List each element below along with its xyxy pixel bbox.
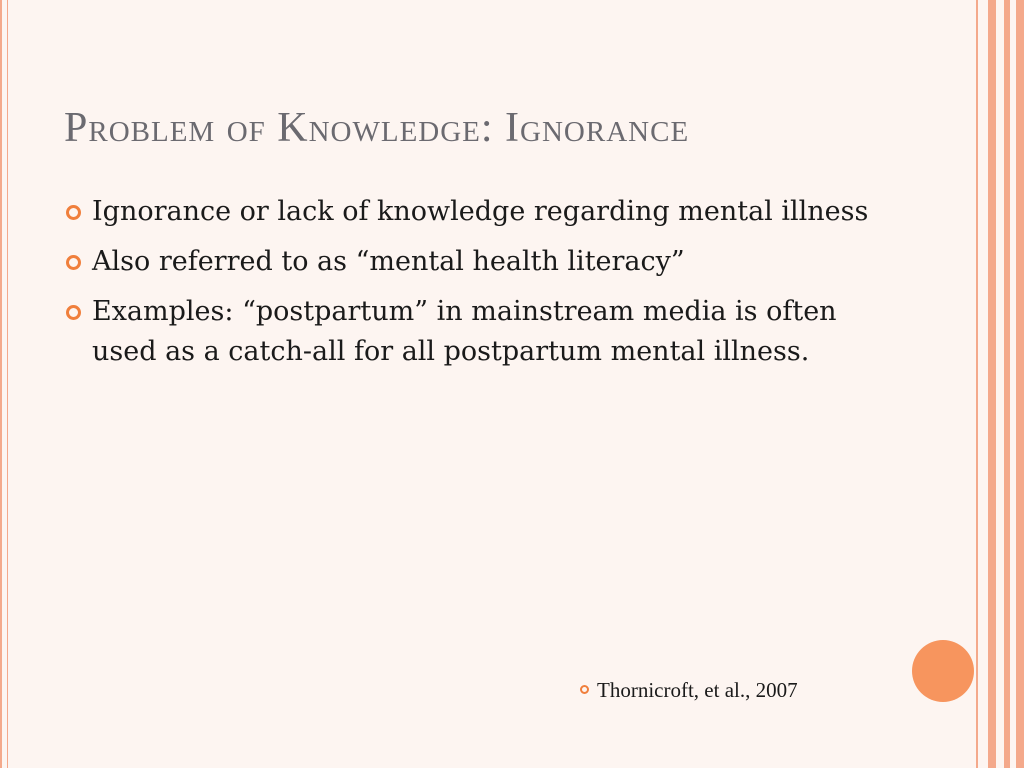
right-border-stripe-1 xyxy=(976,0,978,768)
bullet-item xyxy=(64,192,894,232)
bullet-text: Ignorance or lack of knowledge regarding mental illness xyxy=(92,196,869,227)
citation-bullet-icon xyxy=(580,685,589,694)
bullet-circle-icon xyxy=(66,255,81,270)
bullet-circle-icon xyxy=(66,305,81,320)
right-border-stripe-4 xyxy=(1016,0,1024,768)
citation-text: Thornicroft, et al., 2007 xyxy=(597,678,798,702)
citation xyxy=(580,678,798,703)
right-border-stripe-3 xyxy=(1004,0,1010,768)
bullet-text: Examples: “postpartum” in mainstream media is often used as a catch-all for all postpartum mental illness. xyxy=(92,296,837,367)
bullet-item xyxy=(64,242,894,282)
left-border xyxy=(0,0,2,768)
bullet-text: Also referred to as “mental health literacy” xyxy=(92,246,685,277)
bullet-circle-icon xyxy=(66,205,81,220)
right-border-stripe-2 xyxy=(988,0,996,768)
slide-title: Problem of Knowledge: Ignorance xyxy=(64,105,690,151)
bullet-list xyxy=(64,192,894,382)
decorative-circle xyxy=(912,640,974,702)
bullet-item xyxy=(64,292,894,372)
